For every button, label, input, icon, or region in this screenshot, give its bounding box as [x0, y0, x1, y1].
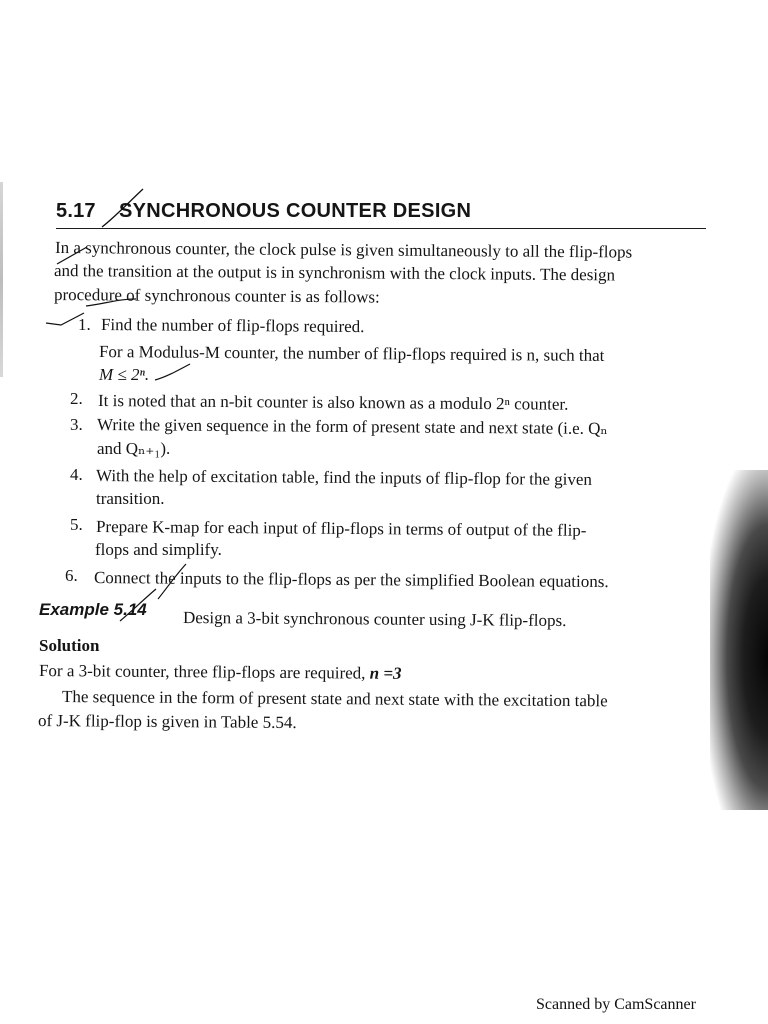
- step-1-number: 1.: [78, 315, 91, 334]
- handwritten-inequality-mark: [151, 362, 196, 386]
- solution-line-3: of J-K flip-flop is given in Table 5.54.: [37, 711, 297, 733]
- step-3-text: Write the given sequence in the form of present state and next state (i.e. Qₙ: [96, 415, 608, 439]
- step-1-text: Find the number of flip-flops required.: [100, 315, 365, 337]
- scan-left-edge: [0, 182, 3, 377]
- section-heading: [56, 200, 706, 229]
- step-5-number: 5.: [70, 515, 83, 534]
- section-title: SYNCHRONOUS COUNTER DESIGN: [119, 200, 472, 222]
- step-2-number: 2.: [70, 389, 83, 408]
- step-5-continuation: flops and simplify.: [95, 540, 222, 559]
- solution-heading: Solution: [39, 636, 100, 655]
- example-label: Example 5.14: [39, 600, 147, 619]
- section-number: 5.17: [56, 200, 96, 222]
- camscanner-watermark: Scanned by CamScanner: [536, 996, 696, 1013]
- example-statement: Design a 3-bit synchronous counter using J-K flip-flops.: [182, 608, 567, 631]
- step-4-continuation: transition.: [96, 489, 165, 508]
- step-2-text: It is noted that an n-bit counter is also known as a modulo 2ⁿ counter.: [97, 391, 569, 414]
- solution-line-1-prefix: For a 3-bit counter, three flip-flops are required,: [38, 661, 366, 683]
- step-3-continuation: and Qₙ₊₁).: [97, 439, 171, 458]
- solution-line-2: The sequence in the form of present state and next state with the excitation table: [61, 687, 608, 711]
- step-4-number: 4.: [70, 465, 83, 484]
- step-6-number: 6.: [65, 566, 78, 585]
- step-3-number: 3.: [70, 415, 83, 434]
- intro-line-3: procedure of synchronous counter is as follows:: [53, 285, 380, 307]
- solution-line-1-value: n =3: [369, 663, 402, 683]
- intro-line-1: In a synchronous counter, the clock pulse is given simultaneously to all the flip-flops: [54, 238, 633, 262]
- intro-line-2: and the transition at the output is in synchronism with the clock inputs. The design: [53, 261, 616, 285]
- step-6-text: Connect the inputs to the flip-flops as per the simplified Boolean equations.: [93, 568, 609, 592]
- step-1-inequality: M ≤ 2ⁿ.: [99, 365, 150, 384]
- scan-shadow: [710, 470, 768, 810]
- step-4-text: With the help of excitation table, find the inputs of flip-flop for the given: [95, 466, 593, 489]
- solution-line-1: [39, 661, 402, 684]
- step-1-note: For a Modulus-M counter, the number of flip-flops required is n, such that: [98, 342, 605, 365]
- step-5-text: Prepare K-map for each input of flip-flops in terms of output of the flip-: [95, 517, 587, 540]
